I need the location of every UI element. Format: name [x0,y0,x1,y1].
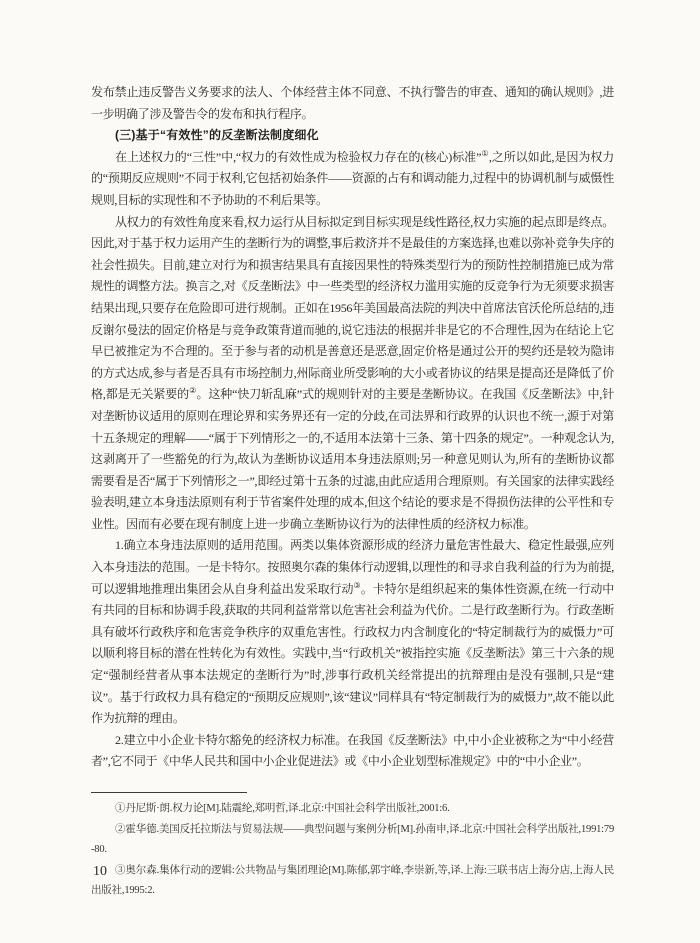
text-run: 。这种“快刀斩乱麻”式的规则针对的主要是垄断协议。在我国《反垄断法》中,针对垄断协议适用的原则在理论界和实务界还有一定的分歧,在司法界和行政界的认识也不统一,源于对第十五条规定的理解——“属于下列情形之一的,不适用本法第十三条、第十四条的规定”。一种观念认为,这剥离开了一些豁免的行为,故认为垄断协议适用本身违法原则;另一种意见则认为,所有的垄断协议都需要看是否“属于下列情形之一”,即经过第十五条的过滤,由此应适用合理原则。有关国家的法律实践经验表明,建立本身违法原则有利于节省案件处理的成本,但这个结论的要求是不得损伤法律的公平性和专业性。因而有必要在现有制度上进一步确立垄断协议行为的法律性质的经济权力标准。 [91,387,615,531]
body-paragraph [91,730,614,773]
footnote-ref: ② [189,386,197,396]
body-paragraph [91,147,614,212]
footnotes-section [91,799,614,902]
text-run: 2.建立中小企业卡特尔豁免的经济权力标准。在我国《反垄断法》中,中小企业被称之为“中小经营者”,它不同于《中华人民共和国中小企业促进法》或《中小企业划型标准规定》中的“中小企业”。 [91,732,614,769]
footnote-marker: ③ [115,864,126,876]
footnote-text: 奥尔森.集体行动的逻辑:公共物品与集团理论[M].陈郁,郭宇峰,李崇新,等,译.上海:三联书店上海分店,上海人民出版社,1995:2. [91,864,614,897]
text-run: 在上述权力的“三性”中,“权力的有效性成为检验权力存在的(核心)标准” [115,149,482,164]
body-paragraph [91,212,614,536]
footnote [91,820,614,861]
section-heading [91,125,614,147]
body-paragraph [91,535,614,729]
footnote-marker: ① [115,803,126,814]
text-run: 。卡特尔是组织起来的集体性资源,在统一行动中有共同的目标和协调手段,获取的共同利益常常以危害社会利益为代价。二是行政垄断行为。行政垄断具有破坏行政秩序和危害竞争秩序的双重危害性。行政权力内含制度化的“特定制裁行为的威慑力”可以顺利将目标的潜在性转化为有效性。实践中,当“行政机关”被指控实施《反垄断法》第三十六条的规定“强制经营者从事本法规定的垄断行为”时,涉事行政机关经常提出的抗辩理由是没有强制,只是“建议”。基于行政权力具有稳定的“预期反应规则”,该“建议”同样具有“特定制裁行为的威慑力”,故不能以此作为抗辩的理由。 [91,581,615,726]
footnote-ref: ① [481,148,489,158]
footnote-ref: ③ [353,580,361,590]
page-number: 10 [93,864,107,879]
text-run: 发布禁止违反警告义务要求的法人、个体经营主体不同意、不执行警告的审查、通知的确认规则》,进一步明确了涉及警告令的发布和执行程序。 [91,85,614,121]
footnote-separator [91,792,247,793]
footnote [91,861,614,902]
text-run: ,之所以如此,是因为权力的“预期反应规则”不同于权利,它包括初始条件——资源的占有和调动能力,过程中的协调机制与威慑性规则,目标的实现性和不予协助的不利后果等。 [91,149,615,207]
body-text [91,82,614,773]
footnote-marker: ② [115,823,126,835]
body-paragraph [91,82,614,125]
footnote-text: 丹尼斯·朗.权力论[M].陆震纶,郑明哲,译.北京:中国社会科学出版社,2001:6. [125,803,450,814]
text-run: 从权力的有效性角度来看,权力运行从目标拟定到目标实现是线性路径,权力实施的起点即是终点。因此,对于基于权力运用产生的垄断行为的调整,事后救济并不是最佳的方案选择,也难以弥补竞争失序的社会性损失。目前,建立对行为和损害结果具有直接因果性的特殊类型行为的预防性控制措施已成为常规性的调整方法。换言之,对《反垄断法》中一些类型的经济权力滥用实施的反竞争行为无须要求损害结果出现,只要存在危险即可进行规制。正如在1956年美国最高法院的判决中首席法官沃伦所总结的,违反谢尔曼法的固定价格是与竞争政策背道而驰的,说它违法的根据并非是它的不合理性,因为在结论上它早已被推定为不合理的。至于参与者的动机是善意还是恶意,固定价格是通过公开的契约还是较为隐讳的方式达成,参与者是否具有市场控制力,州际商业所受影响的大小或者协议的结果是提高还是降低了价格,都是无关紧要的 [91,214,614,402]
footnote [91,799,614,820]
text-run: 1.确立本身违法原则的适用范围。两类以集体资源形成的经济力量危害性最大、稳定性最强,应列入本身违法的范围。一是卡特尔。按照奥尔森的集体行动逻辑,以理性的和寻求自我利益的行为为前提,可以逻辑地推理出集团会从自身利益出发采取行动 [91,538,614,596]
text-run: (三)基于“有效性”的反垄断法制度细化 [115,128,319,143]
footnote-text: 霍华德.美国反托拉斯法与贸易法规——典型问题与案例分析[M].孙南申,译.北京:中国社会科学出版社,1991:79-80. [91,823,614,856]
